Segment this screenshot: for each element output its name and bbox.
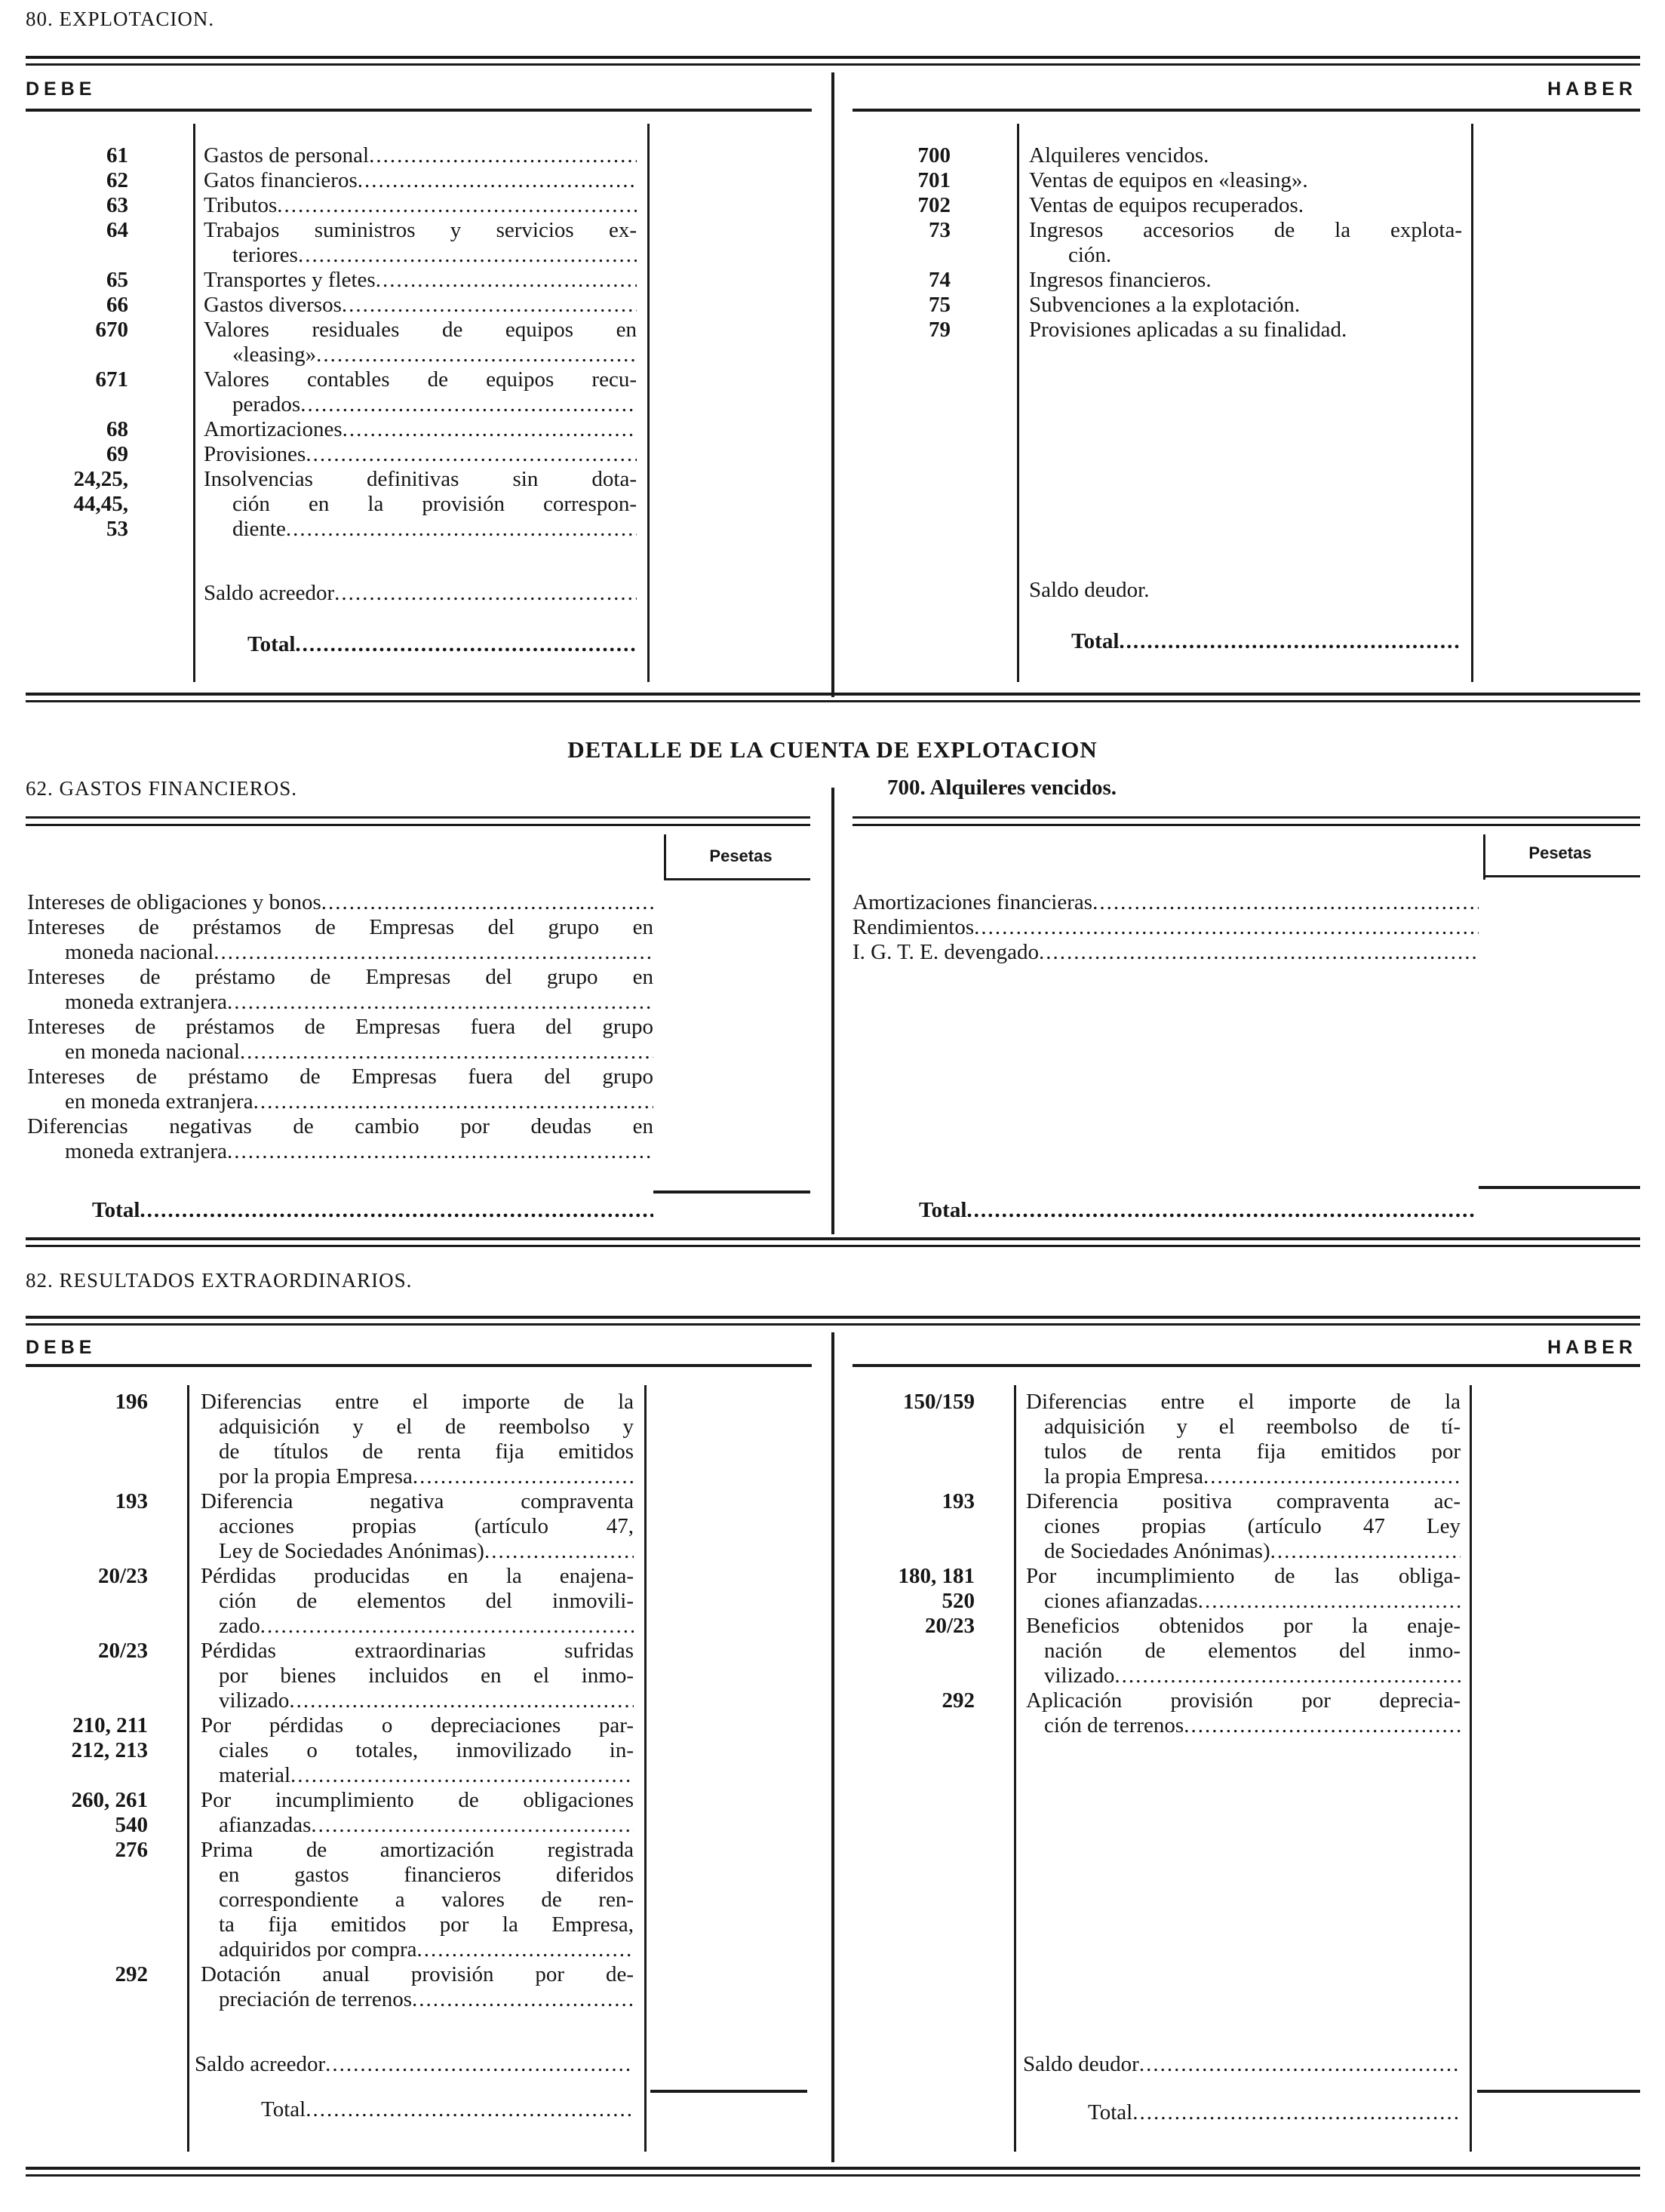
entry-text-line	[219, 1987, 634, 2012]
entry-text: teriores	[232, 243, 298, 267]
dot-leader	[974, 915, 1479, 940]
total-haber-1: Total .....	[1071, 629, 1461, 654]
haber-amount-rule-1	[1471, 124, 1473, 682]
debe-amount-rule-1	[647, 124, 650, 682]
account-code: 193	[942, 1489, 975, 1513]
entry-text-line	[219, 1614, 634, 1639]
detalle-right-rule-a	[852, 816, 1640, 819]
dot-leader	[1184, 1713, 1461, 1738]
detail-text: moneda extranjera	[65, 1139, 227, 1163]
pesetas-label-left: Pesetas	[709, 846, 773, 865]
haber-underline-1	[852, 109, 1640, 112]
pesetas-underline-right	[1483, 875, 1640, 877]
entry-text-line: Diferencias entre el importe de la	[1026, 1390, 1461, 1414]
detail-line	[852, 915, 1479, 940]
saldo-acreedor-1: Saldo acreedor .....	[204, 581, 637, 606]
detail-text: en moneda nacional	[65, 1040, 240, 1064]
account-code: 74	[929, 268, 951, 292]
haber-underline-3	[852, 1364, 1640, 1367]
account-code: 671	[95, 367, 128, 392]
entry-text: Tributos	[204, 193, 278, 217]
entry-text-line	[219, 1763, 634, 1788]
center-divider-1	[831, 72, 834, 697]
total-haber-3: Total .....	[1088, 2100, 1461, 2125]
debe-label-1: DEBE	[26, 78, 97, 100]
detalle-right-total: Total .....	[919, 1198, 1477, 1223]
entry-text: vilizado	[219, 1688, 290, 1713]
dot-leader	[300, 392, 637, 417]
account-code: 180, 181 520	[898, 1564, 975, 1613]
detail-line: Diferencias negativas de cambio por deudas en	[27, 1114, 653, 1138]
detalle-bottom-rule-b	[26, 1245, 1640, 1247]
detalle-left-rule-b	[26, 824, 810, 826]
account-code: 64	[106, 218, 128, 242]
entry-text-line: Diferencia positiva compraventa ac-	[1026, 1489, 1461, 1513]
entry-text-line: Provisiones aplicadas a su finalidad.	[1029, 318, 1347, 342]
account-code: 75	[929, 293, 951, 317]
dot-leader	[277, 193, 637, 218]
detail-text: I. G. T. E. devengado	[852, 940, 1039, 964]
account-code: 69	[106, 442, 128, 466]
entry-text-line	[219, 1539, 634, 1564]
debe-underline-3	[26, 1364, 812, 1367]
top-double-rule-1	[26, 56, 1640, 59]
dot-leader	[484, 1539, 634, 1564]
entry-text-line: Por incumplimiento de las obliga-	[1026, 1564, 1461, 1588]
entry-text-line: Subvenciones a la explotación.	[1029, 293, 1301, 317]
entry-text: «leasing»	[232, 343, 317, 367]
dot-leader	[413, 1464, 634, 1489]
debe-underline-1	[26, 109, 812, 112]
entry-text-line: Pérdidas producidas en la enajena-	[201, 1564, 634, 1588]
entry-text-line: correspondiente a valores de ren-	[219, 1888, 634, 1912]
dot-leader	[227, 990, 653, 1015]
entry-text-line: Dotación anual provisión por de-	[201, 1962, 634, 1986]
dot-leader	[1270, 1539, 1461, 1564]
entry-text: por la propia Empresa	[219, 1464, 413, 1488]
entry-text-line	[232, 392, 637, 417]
entry-text: Gastos de personal	[204, 143, 370, 167]
top-double-rule-3b	[26, 1323, 1640, 1326]
entry-text-line: nación de elementos del inmo-	[1044, 1639, 1461, 1663]
detalle-title: DETALLE DE LA CUENTA DE EXPLOTACION	[567, 736, 1098, 763]
dot-leader	[369, 143, 637, 168]
entry-text-line: por bienes incluidos en el inmo-	[219, 1664, 634, 1688]
entry-text-line: Valores residuales de equipos en	[204, 318, 637, 342]
detalle-left-rule-a	[26, 816, 810, 819]
entry-text-line: Por pérdidas o depreciaciones par-	[201, 1713, 634, 1737]
account-code: 700	[917, 143, 951, 167]
detail-text: moneda nacional	[65, 940, 214, 964]
top-double-rule-3a	[26, 1316, 1640, 1319]
total-debe-1: Total .....	[247, 632, 637, 657]
account-code: 20/23	[97, 1639, 148, 1663]
page-header: 80. EXPLOTACION.	[26, 8, 215, 30]
entry-text: Amortizaciones	[204, 417, 343, 441]
account-code: 20/23	[97, 1564, 148, 1588]
detail-line	[65, 940, 653, 965]
entry-text-line: acciones propias (artículo 47,	[219, 1514, 634, 1538]
entry-text-line: adquisición y el de reembolso y	[219, 1415, 634, 1439]
dot-leader	[1039, 940, 1479, 965]
entry-text: adquiridos por compra	[219, 1937, 417, 1962]
entry-text-line	[204, 193, 637, 218]
entry-text: vilizado	[1044, 1664, 1115, 1688]
account-code: 62	[106, 168, 128, 192]
detalle-right-total-line	[1479, 1186, 1640, 1189]
entry-text-line	[204, 293, 637, 318]
entry-text-line: Ventas de equipos en «leasing».	[1029, 168, 1308, 192]
detalle-left-total: Total .....	[92, 1198, 653, 1223]
detail-line	[65, 1089, 653, 1114]
dot-leader	[240, 1040, 653, 1065]
entry-text-line	[232, 517, 637, 542]
detail-line	[65, 1139, 653, 1164]
account-code: 65	[106, 268, 128, 292]
detail-text: Amortizaciones financieras	[852, 890, 1093, 914]
account-code: 210, 211 212, 213	[71, 1713, 148, 1762]
entry-text-line: Aplicación provisión por deprecia-	[1026, 1688, 1461, 1713]
entry-text: diente	[232, 517, 286, 541]
dot-leader	[227, 1139, 653, 1164]
account-code: 702	[917, 193, 951, 217]
detalle-right-rule-b	[852, 824, 1640, 826]
pesetas-col-rule-left	[664, 834, 666, 880]
detalle-left-total-line	[653, 1190, 810, 1194]
account-code: 79	[929, 318, 951, 342]
entry-text: afianzadas	[219, 1813, 312, 1837]
entry-text: la propia Empresa	[1044, 1464, 1203, 1488]
entry-text: de Sociedades Anónimas)	[1044, 1539, 1270, 1563]
detail-line	[852, 940, 1479, 965]
dot-leader	[253, 1089, 653, 1114]
entry-text: preciación de terrenos	[219, 1987, 413, 2011]
entry-text: ciones afianzadas	[1044, 1589, 1198, 1613]
entry-text-line: tulos de renta fija emitidos por	[1044, 1439, 1461, 1464]
account-code: 66	[106, 293, 128, 317]
account-code: 276	[115, 1838, 148, 1862]
entry-text-line: Alquileres vencidos.	[1029, 143, 1209, 167]
dot-leader	[376, 268, 637, 293]
detail-line	[27, 890, 653, 915]
haber-label-3: HABER	[1547, 1337, 1637, 1358]
entry-text: Transportes y fletes	[204, 268, 376, 292]
entry-text-line: Ventas de equipos recuperados.	[1029, 193, 1304, 217]
dot-leader	[316, 343, 637, 367]
detail-text: Rendimientos	[852, 915, 975, 939]
entry-text-line	[1044, 1464, 1461, 1489]
gastos-financieros-header: 62. GASTOS FINANCIEROS.	[26, 777, 298, 800]
account-code: 670	[95, 318, 128, 342]
dot-leader	[342, 293, 637, 318]
entry-text: Gastos diversos	[204, 293, 342, 317]
pesetas-underline-left	[664, 878, 810, 880]
pesetas-col-rule-right	[1483, 834, 1485, 880]
debe-col-rule-3	[187, 1385, 189, 2152]
account-code: 20/23	[924, 1614, 975, 1638]
entry-text-line	[1044, 1664, 1461, 1688]
debe-col-rule-1	[193, 124, 195, 682]
debe-label-3: DEBE	[26, 1337, 97, 1358]
dot-leader	[286, 517, 637, 542]
entry-text-line	[232, 243, 637, 268]
entry-text-line	[219, 1464, 634, 1489]
entry-text-line	[204, 417, 637, 442]
entry-text-line: Trabajos suministros y servicios ex-	[204, 218, 637, 242]
bottom-double-rule-3b	[26, 2174, 1640, 2177]
resultados-extraordinarios-header: 82. RESULTADOS EXTRAORDINARIOS.	[26, 1269, 413, 1292]
entry-text-line	[219, 1813, 634, 1838]
account-code: 196	[115, 1390, 148, 1414]
bottom-double-rule-1b	[26, 700, 1640, 702]
entry-text-line: Diferencia negativa compraventa	[201, 1489, 634, 1513]
entry-text: material	[219, 1763, 291, 1787]
account-code: 73	[929, 218, 951, 242]
entry-text: Ley de Sociedades Anónimas)	[219, 1539, 484, 1563]
entry-text-line: ción.	[1068, 243, 1112, 267]
entry-text-line: Beneficios obtenidos por la enaje-	[1026, 1614, 1461, 1638]
total-line-debe-3	[650, 2090, 807, 2093]
detail-line	[65, 1040, 653, 1065]
entry-text-line	[204, 168, 637, 193]
bottom-double-rule-1a	[26, 693, 1640, 696]
entry-text-line: ta fija emitidos por la Empresa,	[219, 1912, 634, 1937]
entry-text-line: Pérdidas extraordinarias sufridas	[201, 1639, 634, 1663]
dot-leader	[260, 1614, 634, 1639]
debe-amount-rule-3	[644, 1385, 647, 2152]
entry-text-line: ción en la provisión correspon-	[232, 492, 637, 516]
detail-text: moneda extranjera	[65, 990, 227, 1014]
dot-leader	[358, 168, 637, 193]
entry-text-line: en gastos financieros diferidos	[219, 1863, 634, 1887]
dot-leader	[412, 1987, 634, 2012]
entry-text: perados	[232, 392, 301, 416]
entry-text-line	[219, 1688, 634, 1713]
detail-text: Intereses de obligaciones y bonos	[27, 890, 321, 914]
detail-line: Intereses de préstamo de Empresas del grupo en	[27, 965, 653, 989]
entry-text: ción de terrenos	[1044, 1713, 1184, 1737]
entry-text-line: Por incumplimiento de obligaciones	[201, 1788, 634, 1812]
saldo-acreedor-3: Saldo acreedor .....	[195, 2052, 634, 2077]
total-line-haber-3	[1477, 2090, 1640, 2093]
entry-text-line: ción de elementos del inmovili-	[219, 1589, 634, 1613]
dot-leader	[1114, 1664, 1461, 1688]
entry-text: Provisiones	[204, 442, 306, 466]
account-code: 63	[106, 193, 128, 217]
detail-line	[852, 890, 1479, 915]
dot-leader	[417, 1937, 634, 1962]
account-code: 150/159	[902, 1390, 975, 1414]
haber-amount-rule-3	[1470, 1385, 1472, 2152]
dot-leader	[1092, 890, 1479, 915]
entry-text-line	[1044, 1539, 1461, 1564]
account-code: 292	[115, 1962, 148, 1986]
dot-leader	[1198, 1589, 1461, 1614]
entry-text-line: adquisición y el reembolso de tí-	[1044, 1415, 1461, 1439]
bottom-double-rule-3a	[26, 2167, 1640, 2170]
dot-leader	[290, 1763, 634, 1788]
entry-text-line: Prima de amortización registrada	[201, 1838, 634, 1862]
detail-line: Intereses de préstamos de Empresas fuera del grupo	[27, 1015, 653, 1039]
detalle-bottom-rule-a	[26, 1237, 1640, 1240]
dot-leader	[343, 417, 637, 442]
detail-text: en moneda extranjera	[65, 1089, 253, 1114]
entry-text-line: Ingresos accesorios de la explota-	[1029, 218, 1462, 242]
entry-text-line: Valores contables de equipos recu-	[204, 367, 637, 392]
account-code: 61	[106, 143, 128, 167]
entry-text-line	[204, 268, 637, 293]
account-code: 292	[942, 1688, 975, 1713]
dot-leader	[321, 890, 653, 915]
account-code: 260, 261 540	[71, 1788, 148, 1837]
alquileres-vencidos-header: 700. Alquileres vencidos.	[887, 776, 1117, 800]
entry-text-line	[232, 343, 637, 367]
haber-col-rule-3	[1014, 1385, 1016, 2152]
detail-line: Intereses de préstamo de Empresas fuera del grupo	[27, 1065, 653, 1089]
account-code: 24,25, 44,45, 53	[73, 467, 128, 541]
pesetas-label-right: Pesetas	[1528, 843, 1592, 862]
saldo-deudor-1: Saldo deudor.	[1029, 578, 1150, 602]
entry-text: Gatos financieros	[204, 168, 358, 192]
haber-col-rule-1	[1017, 124, 1019, 682]
account-code: 68	[106, 417, 128, 441]
entry-text-line: Diferencias entre el importe de la	[201, 1390, 634, 1414]
entry-text-line: Ingresos financieros.	[1029, 268, 1212, 292]
detail-line: Intereses de préstamos de Empresas del grupo en	[27, 915, 653, 939]
dot-leader	[311, 1813, 634, 1838]
account-code: 701	[917, 168, 951, 192]
entry-text-line: ciales o totales, inmovilizado in-	[219, 1738, 634, 1762]
detail-line	[65, 990, 653, 1015]
entry-text-line	[204, 143, 637, 168]
entry-text-line: Insolvencias definitivas sin dota-	[204, 467, 637, 491]
dot-leader	[298, 243, 637, 268]
account-code: 193	[115, 1489, 148, 1513]
entry-text-line	[204, 442, 637, 467]
total-debe-3: Total .....	[261, 2097, 634, 2122]
center-divider-3	[831, 1332, 834, 2162]
entry-text-line	[219, 1937, 634, 1962]
dot-leader	[289, 1688, 634, 1713]
entry-text-line	[1044, 1589, 1461, 1614]
entry-text-line	[1044, 1713, 1461, 1738]
dot-leader	[306, 442, 637, 467]
dot-leader	[214, 940, 653, 965]
entry-text-line: de títulos de renta fija emitidos	[219, 1439, 634, 1464]
top-double-rule-2	[26, 63, 1640, 66]
entry-text-line: ciones propias (artículo 47 Ley	[1044, 1514, 1461, 1538]
dot-leader	[1203, 1464, 1461, 1489]
saldo-deudor-3: Saldo deudor .....	[1023, 2052, 1461, 2077]
entry-text: zado	[219, 1614, 260, 1638]
center-divider-2	[831, 788, 834, 1234]
haber-label-1: HABER	[1547, 78, 1637, 100]
